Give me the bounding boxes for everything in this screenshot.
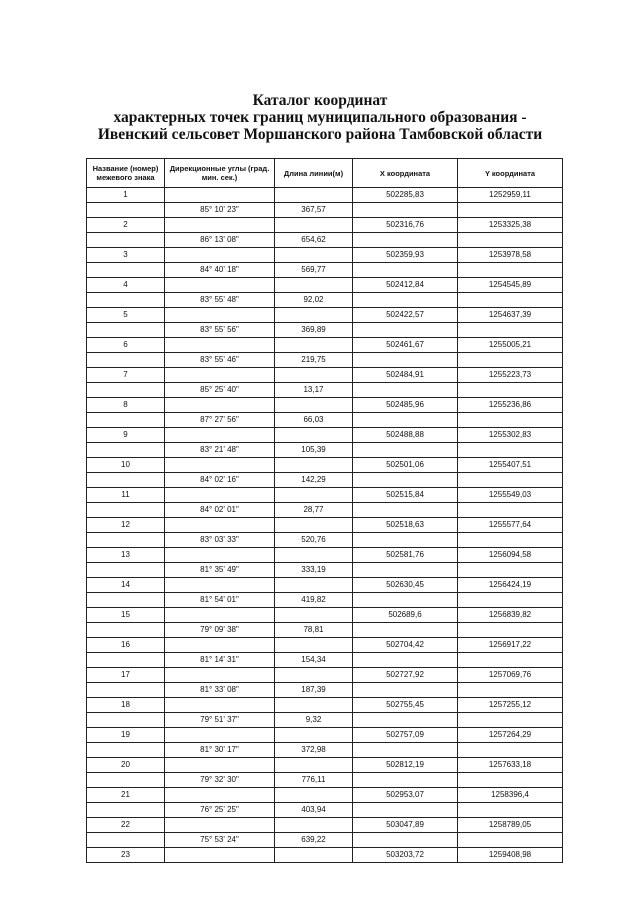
point-number: 12 xyxy=(87,518,165,533)
empty-length-cell xyxy=(275,248,353,263)
x-coordinate: 502488,88 xyxy=(353,428,458,443)
empty-x-cell xyxy=(353,773,458,788)
table-header-row xyxy=(87,159,563,188)
y-coordinate: 1254637,39 xyxy=(458,308,563,323)
y-coordinate: 1256094,58 xyxy=(458,548,563,563)
empty-y-cell xyxy=(458,443,563,458)
x-coordinate: 502515,84 xyxy=(353,488,458,503)
segment-row xyxy=(87,353,563,368)
point-row xyxy=(87,818,563,833)
empty-x-cell xyxy=(353,323,458,338)
line-length: 569,77 xyxy=(275,263,353,278)
empty-x-cell xyxy=(353,473,458,488)
direction-angle: 84° 40' 18" xyxy=(165,263,275,278)
point-row xyxy=(87,248,563,263)
empty-y-cell xyxy=(458,263,563,278)
empty-x-cell xyxy=(353,563,458,578)
empty-x-cell xyxy=(353,623,458,638)
line-length: 219,75 xyxy=(275,353,353,368)
empty-angle-cell xyxy=(165,788,275,803)
y-coordinate: 1255302,83 xyxy=(458,428,563,443)
y-coordinate: 1253978,58 xyxy=(458,248,563,263)
point-number: 15 xyxy=(87,608,165,623)
direction-angle: 81° 30' 17" xyxy=(165,743,275,758)
point-number: 9 xyxy=(87,428,165,443)
line-length: 105,39 xyxy=(275,443,353,458)
direction-angle: 83° 03' 33" xyxy=(165,533,275,548)
y-coordinate: 1252959,11 xyxy=(458,188,563,203)
direction-angle: 86° 13' 08" xyxy=(165,233,275,248)
empty-x-cell xyxy=(353,233,458,248)
empty-x-cell xyxy=(353,263,458,278)
point-number: 11 xyxy=(87,488,165,503)
empty-angle-cell xyxy=(165,548,275,563)
segment-row xyxy=(87,233,563,248)
empty-y-cell xyxy=(458,563,563,578)
empty-y-cell xyxy=(458,713,563,728)
point-row xyxy=(87,668,563,683)
point-row xyxy=(87,848,563,863)
direction-angle: 81° 54' 01" xyxy=(165,593,275,608)
y-coordinate: 1255236,86 xyxy=(458,398,563,413)
empty-length-cell xyxy=(275,188,353,203)
empty-y-cell xyxy=(458,293,563,308)
empty-angle-cell xyxy=(165,308,275,323)
direction-angle: 79° 51' 37" xyxy=(165,713,275,728)
direction-angle: 84° 02' 16" xyxy=(165,473,275,488)
empty-length-cell xyxy=(275,638,353,653)
direction-angle: 81° 35' 49" xyxy=(165,563,275,578)
header-y-coordinate: Y координата xyxy=(458,159,563,188)
y-coordinate: 1255407,51 xyxy=(458,458,563,473)
empty-y-cell xyxy=(458,413,563,428)
point-number: 18 xyxy=(87,698,165,713)
direction-angle: 83° 21' 48" xyxy=(165,443,275,458)
direction-angle: 85° 25' 40" xyxy=(165,383,275,398)
empty-angle-cell xyxy=(165,848,275,863)
point-number: 3 xyxy=(87,248,165,263)
direction-angle: 85° 10' 23" xyxy=(165,203,275,218)
header-point-name: Название (номер) межевого знака xyxy=(87,159,165,188)
empty-y-cell xyxy=(458,743,563,758)
empty-length-cell xyxy=(275,548,353,563)
empty-y-cell xyxy=(458,383,563,398)
point-row xyxy=(87,308,563,323)
x-coordinate: 502422,57 xyxy=(353,308,458,323)
empty-angle-cell xyxy=(165,668,275,683)
empty-length-cell xyxy=(275,488,353,503)
direction-angle: 79° 09' 38" xyxy=(165,623,275,638)
segment-row xyxy=(87,293,563,308)
empty-angle-cell xyxy=(165,278,275,293)
empty-y-cell xyxy=(458,323,563,338)
y-coordinate: 1255223,73 xyxy=(458,368,563,383)
empty-x-cell xyxy=(353,713,458,728)
y-coordinate: 1256424,19 xyxy=(458,578,563,593)
empty-angle-cell xyxy=(165,398,275,413)
line-length: 142,29 xyxy=(275,473,353,488)
segment-row xyxy=(87,683,563,698)
segment-row xyxy=(87,833,563,848)
empty-angle-cell xyxy=(165,488,275,503)
empty-name-cell xyxy=(87,293,165,308)
point-row xyxy=(87,218,563,233)
line-length: 9,32 xyxy=(275,713,353,728)
segment-row xyxy=(87,593,563,608)
empty-name-cell xyxy=(87,263,165,278)
empty-length-cell xyxy=(275,668,353,683)
point-row xyxy=(87,458,563,473)
empty-name-cell xyxy=(87,653,165,668)
y-coordinate: 1258789,05 xyxy=(458,818,563,833)
segment-row xyxy=(87,563,563,578)
empty-angle-cell xyxy=(165,248,275,263)
point-number: 7 xyxy=(87,368,165,383)
empty-length-cell xyxy=(275,698,353,713)
empty-angle-cell xyxy=(165,428,275,443)
empty-angle-cell xyxy=(165,518,275,533)
direction-angle: 76° 25' 25" xyxy=(165,803,275,818)
segment-row xyxy=(87,803,563,818)
catalog-subtitle-line-1: характерных точек границ муниципального образования - xyxy=(113,109,527,126)
empty-x-cell xyxy=(353,833,458,848)
line-length: 154,34 xyxy=(275,653,353,668)
catalog-subtitle-line-2: Ивенский сельсовет Моршанского района Тамбовской области xyxy=(97,126,543,143)
empty-angle-cell xyxy=(165,338,275,353)
x-coordinate: 502285,83 xyxy=(353,188,458,203)
empty-length-cell xyxy=(275,278,353,293)
empty-angle-cell xyxy=(165,458,275,473)
x-coordinate: 502953,07 xyxy=(353,788,458,803)
empty-name-cell xyxy=(87,563,165,578)
segment-row xyxy=(87,203,563,218)
direction-angle: 81° 33' 08" xyxy=(165,683,275,698)
empty-length-cell xyxy=(275,428,353,443)
empty-x-cell xyxy=(353,443,458,458)
y-coordinate: 1254545,89 xyxy=(458,278,563,293)
y-coordinate: 1256839,82 xyxy=(458,608,563,623)
line-length: 78,81 xyxy=(275,623,353,638)
x-coordinate: 502485,96 xyxy=(353,398,458,413)
empty-x-cell xyxy=(353,293,458,308)
point-number: 16 xyxy=(87,638,165,653)
empty-y-cell xyxy=(458,233,563,248)
empty-name-cell xyxy=(87,803,165,818)
point-number: 19 xyxy=(87,728,165,743)
line-length: 367,57 xyxy=(275,203,353,218)
segment-row xyxy=(87,473,563,488)
point-number: 4 xyxy=(87,278,165,293)
empty-length-cell xyxy=(275,518,353,533)
empty-angle-cell xyxy=(165,818,275,833)
line-length: 187,39 xyxy=(275,683,353,698)
point-number: 1 xyxy=(87,188,165,203)
empty-name-cell xyxy=(87,773,165,788)
header-line-length: Длина линии(м) xyxy=(275,159,353,188)
empty-y-cell xyxy=(458,623,563,638)
segment-row xyxy=(87,443,563,458)
x-coordinate: 502316,76 xyxy=(353,218,458,233)
point-number: 2 xyxy=(87,218,165,233)
empty-length-cell xyxy=(275,728,353,743)
x-coordinate: 502755,45 xyxy=(353,698,458,713)
point-row xyxy=(87,278,563,293)
empty-x-cell xyxy=(353,203,458,218)
x-coordinate: 502812,19 xyxy=(353,758,458,773)
segment-row xyxy=(87,623,563,638)
empty-length-cell xyxy=(275,578,353,593)
header-direction-angles: Дирекционные углы (град. мин. сек.) xyxy=(165,159,275,188)
y-coordinate: 1253325,38 xyxy=(458,218,563,233)
point-number: 10 xyxy=(87,458,165,473)
empty-name-cell xyxy=(87,323,165,338)
x-coordinate: 503047,89 xyxy=(353,818,458,833)
segment-row xyxy=(87,743,563,758)
line-length: 92,02 xyxy=(275,293,353,308)
empty-x-cell xyxy=(353,683,458,698)
empty-name-cell xyxy=(87,533,165,548)
empty-name-cell xyxy=(87,443,165,458)
empty-length-cell xyxy=(275,848,353,863)
empty-y-cell xyxy=(458,203,563,218)
direction-angle: 83° 55' 46" xyxy=(165,353,275,368)
empty-name-cell xyxy=(87,233,165,248)
line-length: 776,11 xyxy=(275,773,353,788)
empty-length-cell xyxy=(275,398,353,413)
point-row xyxy=(87,488,563,503)
empty-y-cell xyxy=(458,773,563,788)
empty-angle-cell xyxy=(165,758,275,773)
segment-row xyxy=(87,503,563,518)
line-length: 520,76 xyxy=(275,533,353,548)
empty-x-cell xyxy=(353,413,458,428)
point-row xyxy=(87,578,563,593)
segment-row xyxy=(87,653,563,668)
segment-row xyxy=(87,323,563,338)
empty-y-cell xyxy=(458,833,563,848)
empty-name-cell xyxy=(87,593,165,608)
empty-y-cell xyxy=(458,593,563,608)
segment-row xyxy=(87,383,563,398)
y-coordinate: 1257255,12 xyxy=(458,698,563,713)
empty-y-cell xyxy=(458,803,563,818)
point-row xyxy=(87,398,563,413)
empty-angle-cell xyxy=(165,578,275,593)
x-coordinate: 502727,92 xyxy=(353,668,458,683)
x-coordinate: 502412,84 xyxy=(353,278,458,293)
empty-x-cell xyxy=(353,383,458,398)
point-number: 17 xyxy=(87,668,165,683)
empty-length-cell xyxy=(275,608,353,623)
y-coordinate: 1255005,21 xyxy=(458,338,563,353)
empty-length-cell xyxy=(275,368,353,383)
point-row xyxy=(87,698,563,713)
point-row xyxy=(87,758,563,773)
empty-name-cell xyxy=(87,383,165,398)
empty-name-cell xyxy=(87,833,165,848)
point-row xyxy=(87,608,563,623)
catalog-title: Каталог координат xyxy=(252,92,388,109)
x-coordinate: 502484,91 xyxy=(353,368,458,383)
x-coordinate: 502757,09 xyxy=(353,728,458,743)
empty-y-cell xyxy=(458,353,563,368)
point-number: 6 xyxy=(87,338,165,353)
empty-x-cell xyxy=(353,803,458,818)
x-coordinate: 502359,93 xyxy=(353,248,458,263)
empty-x-cell xyxy=(353,503,458,518)
empty-length-cell xyxy=(275,338,353,353)
line-length: 13,17 xyxy=(275,383,353,398)
x-coordinate: 502501,06 xyxy=(353,458,458,473)
direction-angle: 87° 27' 56" xyxy=(165,413,275,428)
point-number: 20 xyxy=(87,758,165,773)
point-number: 13 xyxy=(87,548,165,563)
empty-y-cell xyxy=(458,653,563,668)
direction-angle: 81° 14' 31" xyxy=(165,653,275,668)
point-number: 23 xyxy=(87,848,165,863)
empty-name-cell xyxy=(87,503,165,518)
coordinates-table xyxy=(86,158,563,863)
y-coordinate: 1255577,64 xyxy=(458,518,563,533)
line-length: 639,22 xyxy=(275,833,353,848)
empty-length-cell xyxy=(275,458,353,473)
empty-x-cell xyxy=(353,353,458,368)
line-length: 369,89 xyxy=(275,323,353,338)
empty-angle-cell xyxy=(165,728,275,743)
empty-name-cell xyxy=(87,743,165,758)
point-row xyxy=(87,728,563,743)
empty-y-cell xyxy=(458,473,563,488)
segment-row xyxy=(87,263,563,278)
x-coordinate: 502704,42 xyxy=(353,638,458,653)
point-row xyxy=(87,638,563,653)
x-coordinate: 502461,67 xyxy=(353,338,458,353)
empty-x-cell xyxy=(353,533,458,548)
empty-angle-cell xyxy=(165,638,275,653)
header-x-coordinate: X координата xyxy=(353,159,458,188)
empty-length-cell xyxy=(275,218,353,233)
direction-angle: 84° 02' 01" xyxy=(165,503,275,518)
line-length: 403,94 xyxy=(275,803,353,818)
y-coordinate: 1257633,18 xyxy=(458,758,563,773)
y-coordinate: 1256917,22 xyxy=(458,638,563,653)
empty-x-cell xyxy=(353,653,458,668)
empty-x-cell xyxy=(353,743,458,758)
line-length: 66,03 xyxy=(275,413,353,428)
empty-name-cell xyxy=(87,413,165,428)
segment-row xyxy=(87,713,563,728)
empty-y-cell xyxy=(458,503,563,518)
empty-name-cell xyxy=(87,353,165,368)
segment-row xyxy=(87,413,563,428)
empty-name-cell xyxy=(87,623,165,638)
empty-angle-cell xyxy=(165,188,275,203)
point-row xyxy=(87,188,563,203)
point-number: 5 xyxy=(87,308,165,323)
point-row xyxy=(87,518,563,533)
line-length: 654,62 xyxy=(275,233,353,248)
direction-angle: 83° 55' 56" xyxy=(165,323,275,338)
empty-x-cell xyxy=(353,593,458,608)
x-coordinate: 502689,6 xyxy=(353,608,458,623)
y-coordinate: 1258396,4 xyxy=(458,788,563,803)
direction-angle: 75° 53' 24" xyxy=(165,833,275,848)
empty-angle-cell xyxy=(165,698,275,713)
empty-y-cell xyxy=(458,533,563,548)
empty-length-cell xyxy=(275,308,353,323)
point-number: 8 xyxy=(87,398,165,413)
point-number: 22 xyxy=(87,818,165,833)
point-row xyxy=(87,788,563,803)
point-row xyxy=(87,338,563,353)
point-row xyxy=(87,428,563,443)
segment-row xyxy=(87,533,563,548)
empty-y-cell xyxy=(458,683,563,698)
direction-angle: 83° 55' 48" xyxy=(165,293,275,308)
empty-angle-cell xyxy=(165,608,275,623)
empty-length-cell xyxy=(275,758,353,773)
empty-length-cell xyxy=(275,788,353,803)
line-length: 28,77 xyxy=(275,503,353,518)
point-number: 21 xyxy=(87,788,165,803)
empty-name-cell xyxy=(87,713,165,728)
line-length: 419,82 xyxy=(275,593,353,608)
x-coordinate: 502630,45 xyxy=(353,578,458,593)
y-coordinate: 1257264,29 xyxy=(458,728,563,743)
line-length: 372,98 xyxy=(275,743,353,758)
segment-row xyxy=(87,773,563,788)
empty-name-cell xyxy=(87,473,165,488)
line-length: 333,19 xyxy=(275,563,353,578)
x-coordinate: 502518,63 xyxy=(353,518,458,533)
direction-angle: 79° 32' 30" xyxy=(165,773,275,788)
empty-name-cell xyxy=(87,683,165,698)
x-coordinate: 502581,76 xyxy=(353,548,458,563)
empty-angle-cell xyxy=(165,368,275,383)
y-coordinate: 1255549,03 xyxy=(458,488,563,503)
empty-angle-cell xyxy=(165,218,275,233)
x-coordinate: 503203,72 xyxy=(353,848,458,863)
point-number: 14 xyxy=(87,578,165,593)
point-row xyxy=(87,548,563,563)
empty-name-cell xyxy=(87,203,165,218)
point-row xyxy=(87,368,563,383)
y-coordinate: 1257069,76 xyxy=(458,668,563,683)
y-coordinate: 1259408,98 xyxy=(458,848,563,863)
empty-length-cell xyxy=(275,818,353,833)
